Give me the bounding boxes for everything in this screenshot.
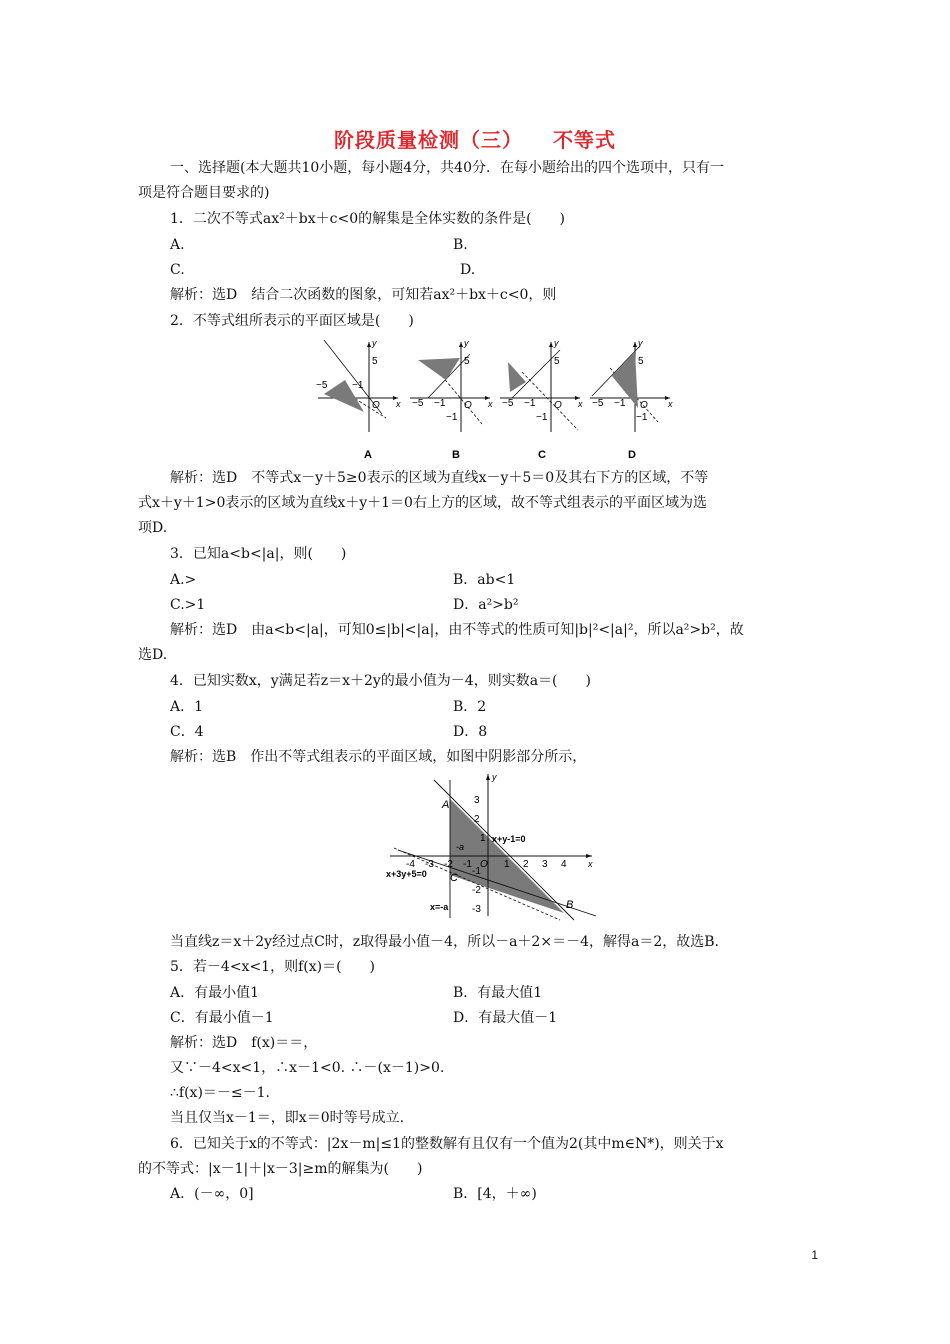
q4-y-axis-label: y [492, 772, 497, 782]
q4-analysis: 解析：选B 作出不等式组表示的平面区域，如图中阴影部分所示， [170, 749, 587, 765]
q2a-x: x [396, 399, 401, 409]
q6-option-a: A．(－∞，0] [170, 1186, 254, 1202]
q4-point-a: A [442, 799, 450, 811]
q4-xtick-4: 4 [561, 859, 567, 870]
q2a-five: 5 [372, 356, 378, 367]
q2-label-d: D [628, 449, 636, 461]
q2d-five: 5 [638, 356, 644, 367]
q2-analysis-cont: 式x＋y＋1>0表示的区域为直线x＋y＋1＝0右上方的区域，故不等式组表示的平面区域为选 [138, 495, 707, 511]
q2b-neg1: −1 [434, 398, 446, 409]
page-title [0, 124, 950, 153]
q2-panel-a [316, 338, 401, 461]
q2c-y: y [554, 338, 559, 348]
q2d-neg5: −5 [592, 398, 604, 409]
q5-analysis-3: ∴f(x)＝－≤－1. [170, 1085, 270, 1101]
q3-option-c: C.>1 [170, 597, 206, 613]
q4-option-c: C．4 [170, 724, 204, 740]
q5-option-b: B．有最大值1 [453, 985, 543, 1001]
q2-label-a: A [364, 449, 372, 461]
q2c-neg1-y: −1 [536, 412, 548, 423]
q4-point-c: C [450, 872, 458, 884]
q1-option-b: B. [453, 237, 468, 253]
q4-xtick-neg4: -4 [406, 859, 415, 870]
q6-stem: 6．已知关于x的不等式：|2x－m|≤1的整数解有且仅有一个值为2(其中m∈N*)，则关于x [170, 1136, 724, 1152]
q2-panel-c [500, 338, 583, 461]
q2a-neg5: −5 [316, 380, 328, 391]
q4-option-a: A．1 [170, 699, 204, 715]
q4-ytick-3: 3 [474, 795, 480, 806]
q4-xtick-1: 1 [504, 859, 510, 870]
q4-line3-label: x=-a [430, 902, 449, 912]
q2-stem: 2．不等式组所表示的平面区域是( ) [170, 313, 414, 329]
q4-point-b: B [566, 899, 574, 911]
q2b-neg5: −5 [412, 398, 424, 409]
title-main: 阶段质量检测（三） [334, 128, 523, 152]
q3-option-a: A.> [170, 572, 197, 588]
q4-origin: O [480, 859, 488, 870]
q2-figure [312, 336, 672, 462]
q2c-neg1: −1 [524, 398, 536, 409]
q4-neg-a-label: -a [456, 842, 465, 852]
q3-option-b: B．ab<1 [453, 572, 516, 588]
q4-option-d: D．8 [453, 724, 488, 740]
q2-analysis-end: 项D. [138, 520, 168, 536]
q6-stem-cont: 的不等式：|x－1|＋|x－3|≥m的解集为( ) [138, 1161, 423, 1177]
q2b-five: 5 [464, 356, 470, 367]
q3-stem: 3．已知a<b<|a|，则( ) [170, 546, 347, 562]
q5-analysis-2: 又∵－4<x<1，∴x－1<0. ∴－(x－1)>0. [170, 1060, 445, 1076]
q3-analysis: 解析：选D 由a<b<|a|，可知0≤|b|<|a|，由不等式的性质可知|b|²<|a|²，所以a²>b²，故 [170, 622, 744, 638]
q3-analysis-cont: 选D. [138, 647, 168, 663]
q2c-neg5: −5 [502, 398, 514, 409]
q3-option-d: D．a²>b² [453, 597, 519, 613]
q4-x-axis-label: x [588, 859, 593, 869]
q2-label-c: C [538, 449, 546, 461]
q2d-x: x [668, 399, 673, 409]
page-number: 1 [811, 1248, 818, 1262]
q2d-y: y [638, 338, 643, 348]
q4-ytick-neg2: -2 [472, 885, 481, 896]
q1-analysis: 解析：选D 结合二次函数的图象，可知若ax²＋bx＋c<0，则 [170, 287, 557, 303]
q2c-five: 5 [554, 356, 560, 367]
q4-ytick-2: 2 [474, 814, 480, 825]
q2b-x: x [488, 399, 493, 409]
q4-xtick-3: 3 [542, 859, 548, 870]
q1-option-d: D. [460, 262, 476, 278]
q1-stem: 1．二次不等式ax²＋bx＋c<0的解集是全体实数的条件是( ) [170, 211, 566, 227]
section-heading-cont: 项是符合题目要求的) [138, 185, 270, 201]
q2-label-b: B [452, 449, 460, 461]
q2-panel-b [410, 338, 493, 461]
q4-ytick-neg1: -1 [472, 866, 481, 877]
q4-xtick-2: 2 [523, 859, 529, 870]
q2b-neg1-y: −1 [446, 412, 458, 423]
q2b-origin: O [464, 400, 472, 411]
q2a-y: y [372, 338, 377, 348]
q2c-origin: O [554, 400, 562, 411]
q2d-neg1-y: −1 [636, 412, 648, 423]
q4-xtick-neg2: -2 [444, 859, 453, 870]
q6-option-b: B．[4，＋∞) [453, 1186, 537, 1202]
q2-panel-d [590, 338, 673, 461]
q5-analysis-4: 当且仅当x－1＝，即x＝0时等号成立. [170, 1110, 405, 1126]
q2a-neg1: −1 [352, 380, 364, 391]
title-sub: 不等式 [553, 128, 616, 152]
q5-stem: 5．若－4<x<1，则f(x)＝( ) [170, 959, 376, 975]
q4-xtick-neg1: -1 [463, 859, 472, 870]
q2d-neg1: −1 [614, 398, 626, 409]
q4-line1-label: x+y-1=0 [492, 834, 526, 844]
q2c-x: x [578, 399, 583, 409]
q4-ytick-1: 1 [480, 833, 486, 844]
q2d-origin: O [640, 400, 648, 411]
q4-ytick-neg3: -3 [472, 904, 481, 915]
q4-option-b: B．2 [453, 699, 487, 715]
q4-analysis-cont: 当直线z＝x＋2y经过点C时，z取得最小值－4，所以－a＋2×＝－4，解得a＝2，故选B. [170, 934, 719, 950]
q5-analysis: 解析：选D f(x)＝＝， [170, 1035, 318, 1051]
q2-analysis: 解析：选D 不等式x－y＋5≥0表示的区域为直线x－y＋5＝0及其右下方的区域，不等 [170, 470, 709, 486]
q2a-origin: O [372, 400, 380, 411]
q5-option-c: C．有最小值－1 [170, 1010, 274, 1026]
section-heading: 一、选择题(本大题共10小题，每小题4分，共40分．在每小题给出的四个选项中，只有一 [170, 160, 724, 176]
q4-line2-label: x+3y+5=0 [386, 869, 427, 879]
q4-stem: 4．已知实数x，y满足若z＝x＋2y的最小值为－4，则实数a＝( ) [170, 673, 591, 689]
q1-option-c: C. [170, 262, 185, 278]
q5-option-d: D．有最大值－1 [453, 1010, 558, 1026]
q2b-y: y [464, 338, 469, 348]
q4-xtick-neg3: -3 [425, 859, 434, 870]
q1-option-a: A. [170, 237, 185, 253]
q5-option-a: A．有最小值1 [170, 985, 260, 1001]
q4-figure [384, 770, 600, 920]
